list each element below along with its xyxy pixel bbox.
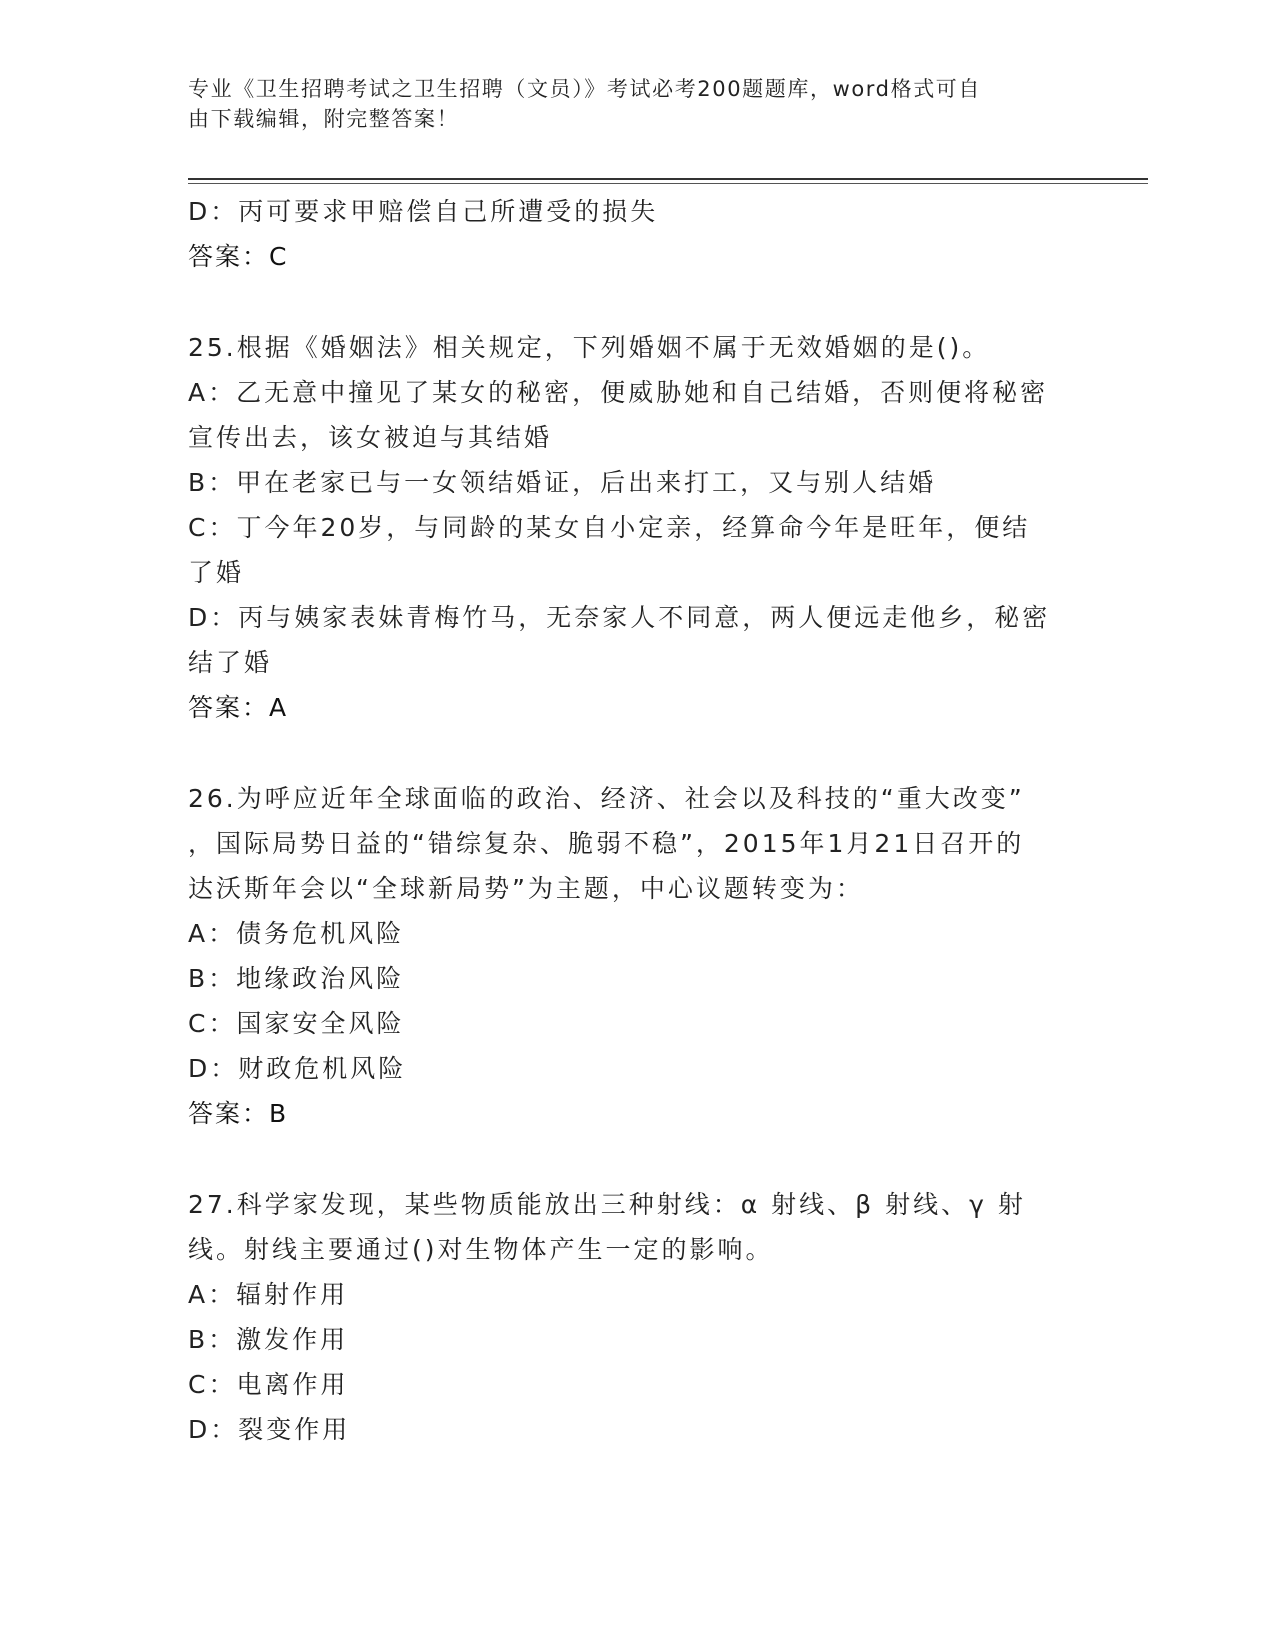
option-c: C：电离作用: [188, 1370, 349, 1399]
option-a: A：乙无意中撞见了某女的秘密，便威胁她和自己结婚，否则便将秘密: [188, 378, 1049, 407]
option-c: C：国家安全风险: [188, 1009, 405, 1038]
question-stem-continued: 达沃斯年会以“全球新局势”为主题，中心议题转变为：: [188, 874, 864, 903]
question-stem: 25.根据《婚姻法》相关规定，下列婚姻不属于无效婚姻的是()。: [188, 333, 991, 362]
question-25: [188, 325, 1088, 730]
question-27: [188, 1182, 1088, 1452]
answer-line: 答案：B: [188, 1099, 289, 1128]
header-line-1: 专业《卫生招聘考试之卫生招聘（文员）》考试必考200题题库，word格式可自: [188, 77, 981, 101]
option-d: D：丙与姨家表妹青梅竹马，无奈家人不同意，两人便远走他乡，秘密: [188, 603, 1051, 632]
continued-question: [188, 189, 1088, 279]
question-stem: 26.为呼应近年全球面临的政治、经济、社会以及科技的“重大改变”: [188, 784, 1025, 813]
option-c-continued: 了婚: [188, 558, 245, 587]
header-line-2: 由下载编辑，附完整答案！: [188, 107, 460, 131]
question-stem-continued: ，国际局势日益的“错综复杂、脆弱不稳”，2015年1月21日召开的: [188, 829, 1025, 858]
option-b: B：甲在老家已与一女领结婚证，后出来打工，又与别人结婚: [188, 468, 937, 497]
header-divider-thin: [188, 183, 1148, 184]
answer-line: 答案：C: [188, 242, 289, 271]
spacer: [188, 1136, 1088, 1182]
option-a: A：辐射作用: [188, 1280, 349, 1309]
option-d: D：财政危机风险: [188, 1054, 407, 1083]
header-divider-thick: [188, 178, 1148, 180]
option-a: A：债务危机风险: [188, 919, 405, 948]
question-26: [188, 776, 1088, 1136]
option-b: B：激发作用: [188, 1325, 349, 1354]
spacer: [188, 279, 1088, 325]
option-c: C：丁今年20岁，与同龄的某女自小定亲，经算命今年是旺年，便结: [188, 513, 1031, 542]
question-content: [188, 189, 1088, 1452]
spacer: [188, 730, 1088, 776]
option-d: D：裂变作用: [188, 1415, 351, 1444]
option-d: D：丙可要求甲赔偿自己所遭受的损失: [188, 197, 659, 226]
option-b: B：地缘政治风险: [188, 964, 405, 993]
question-stem: 27.科学家发现，某些物质能放出三种射线：α 射线、β 射线、γ 射: [188, 1190, 1026, 1219]
option-d-continued: 结了婚: [188, 648, 273, 677]
option-a-continued: 宣传出去，该女被迫与其结婚: [188, 423, 553, 452]
page-header: [188, 74, 1068, 134]
question-stem-continued: 线。射线主要通过()对生物体产生一定的影响。: [188, 1235, 774, 1264]
answer-line: 答案：A: [188, 693, 289, 722]
